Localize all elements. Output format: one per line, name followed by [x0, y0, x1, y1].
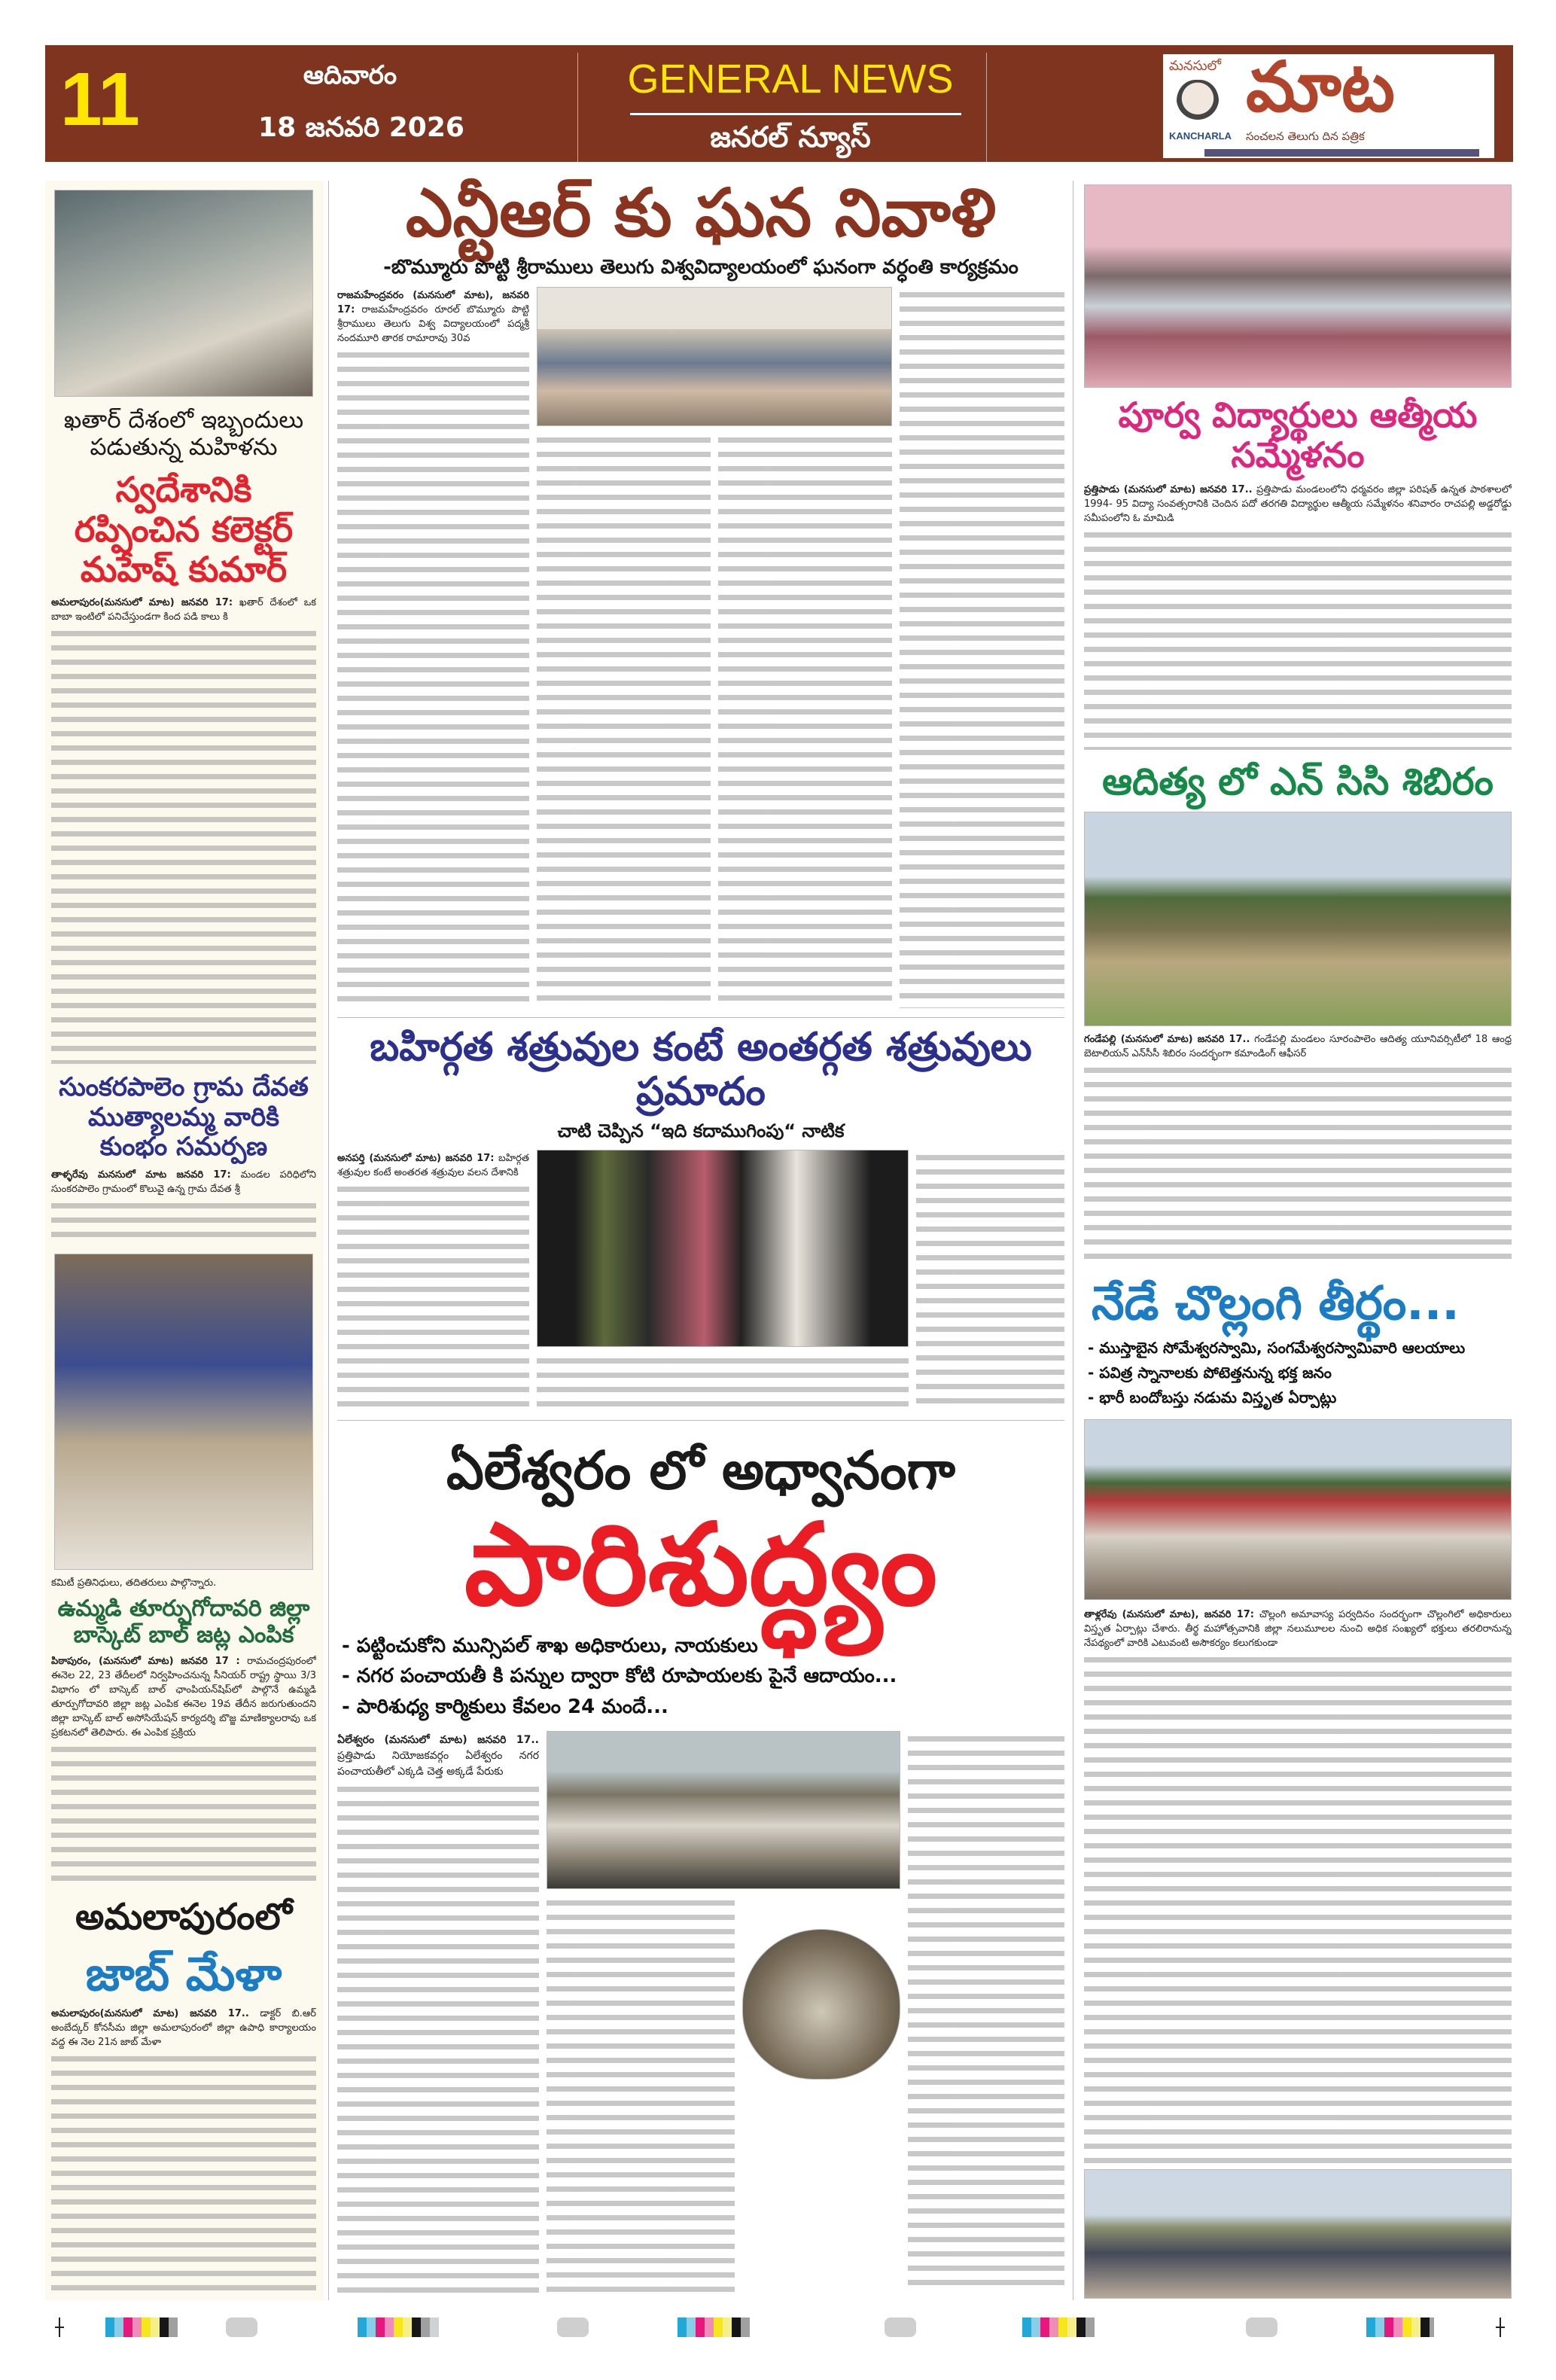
photo-garbage-street [547, 1731, 900, 1889]
sanitation-text-column [337, 1731, 539, 2298]
article-body-text [337, 1183, 529, 1411]
bullet-item: - పారిశుధ్య కార్మికులు కేవలం 24 మందే... [342, 1695, 668, 1718]
registration-mark-icon [59, 2318, 60, 2337]
logo-small-text: మనసులో [1169, 58, 1222, 74]
registration-mark-icon [1500, 2318, 1501, 2337]
ntr-text-column [337, 287, 529, 1013]
drama-photo-column [537, 1150, 909, 1416]
cholangi-lead [1084, 1607, 1512, 1650]
alumni-lead [1084, 483, 1512, 526]
article-body-text [51, 2052, 316, 2292]
qatar-kicker: ఖతార్ దేశంలో ఇబ్బందులు పడుతున్న మహిళను [63, 407, 304, 461]
photo-alumni-meet [1084, 184, 1512, 388]
masthead-divider [986, 53, 987, 162]
article-body-text [1084, 529, 1512, 751]
color-swatches [1022, 2318, 1095, 2337]
cholangi-bullets [1084, 1339, 1512, 1413]
color-swatches [678, 2318, 750, 2337]
right-column [1084, 184, 1512, 2299]
lead-text: రామచంద్రపురంలో ఈనెల 22, 23 తేదీలలో నిర్వహించనున్న సీనియర్ రాష్ట్ర స్థాయి 3/3 విభాగం లో బాస్కెట్ బాల్ ఛాంపియన్‌షిప్‌లో పాల్గొనే ఉమ్మడి తూర్పుగోదావరి జిల్లా జట్ల ఎంపిక ఈనెల 19వ తేదీన జరుగుతుందని జిల్లా బాస్కెట్ బాల్ అసోసియేషన్ కార్యదర్శి బొజ్జ మాణిక్యాలరావు ఒక ప్రకటనలో తెలిపారు. ఈ ఎంపిక ప్రక్రియ [51, 1656, 316, 1739]
logo-portrait-icon [1177, 80, 1219, 126]
masthead-divider [577, 53, 578, 162]
sanitation-article [337, 1731, 1064, 2298]
logo-bar [1204, 149, 1479, 157]
lead-text: ఖతార్ దేశంలో ఒక బాబా ఇంటిలో పనిచేస్తుండగా కింద పడి కాలు కి [51, 596, 316, 623]
kumbham-lead [51, 1168, 316, 1196]
lead-text: మండల పరిధిలోని సుంకరపాలెం గ్రామంలో కొలువై ఉన్న గ్రామ దేవత శ్రీ [51, 1169, 316, 1195]
logo-tagline: సంచలన తెలుగు దిన పత్రిక [1246, 130, 1365, 143]
section-title-te: జనరల్ న్యూస్ [710, 120, 871, 154]
qatar-headline: స్వదేశానికి రప్పించిన కలెక్టర్ మహేష్ కుమార్ [74, 469, 294, 590]
logo-title: మాట [1246, 54, 1395, 127]
bullet-item: - భారీ బందోబస్తు నడుమ విస్తృత ఏర్పాట్లు [1088, 1388, 1337, 1407]
jobmela-lead [51, 2007, 316, 2049]
basketball-lead [51, 1654, 316, 1740]
grey-patch [226, 2318, 257, 2337]
ntr-lead [337, 288, 529, 346]
section-divider [337, 1420, 1064, 1421]
article-body-text [537, 1355, 909, 1411]
drama-text-column [337, 1150, 529, 1416]
bullet-item: - పట్టించుకోని మున్సిపల్ శాఖ అధికారులు, నాయకులు [342, 1634, 758, 1657]
dateline: ప్రత్తిపాడు (మనసులో మాట) జనవరి 17.. [1084, 483, 1253, 495]
basketball-headline: ఉమ్మడి తూర్పుగోదావరి జిల్లా బాస్కెట్ బాల్ జట్ల ఎంపిక [57, 1595, 310, 1648]
article-body-text [547, 1897, 735, 2293]
newspaper-logo [1163, 54, 1494, 158]
photo-ntr-tribute [537, 287, 892, 426]
cholangi-headline: నేడే చొల్లంగి తీర్థం... [1092, 1275, 1460, 1331]
lead-text: ప్రత్తిపాడు మండలంలోని ధర్మవరం జిల్లా పరిషత్ ఉన్నత పాఠశాలలో 1994- 95 విద్యా సంవత్సరానికి చెందిన పదో తరగతి విద్యార్థుల ఆత్మీయ సమ్మేళనం శనివారం రాచపల్లి అడ్డరోడ్డు సమీపంలోని ఓ మామిడి [1084, 483, 1512, 524]
date-label: 18 జనవరి 2026 [258, 112, 464, 143]
photo-ncc-camp [1084, 812, 1512, 1026]
bullet-item: - పవిత్ర స్నానాలకు పోటెత్తనున్న భక్త జనం [1088, 1364, 1332, 1382]
article-body-text [337, 349, 529, 1008]
day-label: ఆదివారం [303, 60, 397, 90]
article-body-text [337, 1783, 539, 2293]
sanitation-headline: పారిశుద్ధ్యం [464, 1500, 938, 1632]
lead-text: ప్రత్తిపాడు నియోజకవర్గం ఏలేశ్వరం నగర పంచాయతీలో ఎక్కడి చెత్త అక్కడే పేరుకు [337, 1750, 539, 1778]
dateline: అమలాపురం(మనసులో మాట) జనవరి 17: [51, 596, 233, 608]
ntr-photo-column [537, 287, 892, 1013]
sanitation-kicker: ఏలేశ్వరం లో అధ్వానంగా [446, 1439, 955, 1501]
print-color-bar [45, 2318, 1513, 2337]
lead-text: చొల్లంగి అమావాస్య పర్వదినం సందర్భంగా చొల్లంగిలో అధికారులు విస్తృత ఏర్పాట్లు చేశారు. తీర్థ మహోత్సవానికి జిల్లా నలుమూలల నుంచి అధిక సంఖ్యలో భక్తులు తరలిరానున్న నేపథ్యంలో వారికి ఎటువంటి అసౌకర్యం కలుగకుండా [1084, 1609, 1512, 1650]
ntr-article [337, 287, 1064, 1013]
dateline: ఏలేశ్వరం (మనసులో మాట) జనవరి 17.. [337, 1734, 539, 1747]
ntr-subhead: -బొమ్మూరు పొట్టి శ్రీరాములు తెలుగు విశ్వవిద్యాలయంలో ఘనంగా వర్ధంతి కార్యక్రమం [383, 256, 1019, 279]
grey-patch [557, 2318, 589, 2337]
photo-drama-stage [537, 1150, 909, 1347]
sanitation-photo-column [547, 1731, 900, 2298]
dateline: పిఠాపురం, (మనసులో మాట) జనవరి 17 : [51, 1656, 240, 1668]
photo-goddess-shrine [54, 1254, 313, 1570]
drama-subhead: చాటి చెప్పిన “ఇది కదాముగింపు“ నాటిక [557, 1120, 845, 1142]
color-swatches [1366, 2318, 1434, 2337]
lead-text: బహిర్గత శత్రువుల కంటే అంతరత శత్రువుల వలన దేశానికి [337, 1152, 529, 1178]
ntr-headline: ఎన్టీఆర్ కు ఘన నివాళి [405, 175, 997, 251]
article-body-text [51, 1743, 316, 1888]
jobmela-kicker: అమలాపురంలో [75, 1895, 293, 1938]
sanitation-bullets [337, 1634, 1064, 1726]
jobmela-headline: జాబ్ మేళా [85, 1946, 282, 2002]
dateline: గండేపల్లి (మనసులో మాట) జనవరి 17.. [1084, 1033, 1250, 1045]
article-body-text [916, 1151, 1064, 1411]
section-divider [337, 1017, 1064, 1018]
color-swatches [105, 2318, 178, 2337]
bullet-item: - ముస్తాబైన సోమేశ్వరస్వామి, సంగమేశ్వరస్వామివారి ఆలయాలు [1088, 1339, 1466, 1358]
dateline: అమలాపురం(మనసులో మాట) జనవరి 17.. [51, 2008, 249, 2020]
kumbham-headline: సుంకరపాలెం గ్రామ దేవత ముత్యాలమ్మ వారికి కుంభం సమర్పణ [59, 1072, 309, 1162]
dateline: రాజమహేంద్రవరం (మనసులో మాట), జనవరి 17: [337, 290, 529, 316]
lead-text: డాక్టర్ బి.ఆర్ అంబేద్కర్ కోనసీమ జిల్లా అమలాపురంలో జిల్లా ఉపాధి కార్యాలయం వద్ద ఈ నెల 21న జాబ్ మేళా [51, 2008, 316, 2049]
section-title-en: GENERAL NEWS [627, 56, 954, 102]
section-rule [630, 113, 961, 115]
article-body-text [1084, 1653, 1512, 2165]
article-body-text [537, 434, 711, 1008]
dateline: తాళ్లరేవు (మనసులో మాట), జనవరి 17: [1084, 1609, 1254, 1621]
photo-woman-returned [54, 190, 313, 397]
drama-headline: బహిర్గత శత్రువుల కంటే అంతర్గత శత్రువులు ప్రమాదం [370, 1024, 1032, 1115]
bullet-item: - నగర పంచాయతీ కి పన్నుల ద్వారా కోటి రూపాయలకు పైనే ఆదాయం... [342, 1665, 897, 1688]
alumni-headline: పూర్వ విద్యార్థులు ఆత్మీయ సమ్మేళనం [1118, 395, 1478, 475]
article-body-text [900, 288, 1064, 1008]
ncc-headline: ఆదిత్య లో ఎన్ సిసి శిబిరం [1102, 760, 1494, 804]
kumbham-tail: కమిటీ ప్రతినిధులు, తదితరులు పాల్గొన్నారు. [51, 1577, 217, 1589]
photo-devotees-crowd [1084, 2169, 1512, 2299]
lead-text: గండేపల్లి మండలం సూరంపాలెం ఆదిత్య యూనివర్సిటీలో 18 ఆంధ్ర బెటాలియన్ ఎన్‌సీసీ శిబిరం సందర్భంగా కమాండింగ్ ఆఫీసర్ [1084, 1033, 1512, 1059]
qatar-lead [51, 596, 316, 624]
center-column [337, 175, 1064, 2298]
lead-text: రాజమహేంద్రవరం రూరల్ బొమ్మూరు పొట్టి శ్రీరాములు తెలుగు విశ్వ విద్యాలయంలో పద్మశ్రీ నందమూరి తారక రామారావు 30వ [337, 304, 529, 345]
photo-cholangi-arrangements [1084, 1419, 1512, 1600]
grey-patch [1246, 2318, 1277, 2337]
article-body-text [1084, 1064, 1512, 1266]
drama-lead [337, 1151, 529, 1180]
color-swatches [358, 2318, 439, 2337]
grey-patch [885, 2318, 916, 2337]
photo-garbage-dump [742, 1929, 900, 2080]
article-body-text [908, 1732, 1064, 2293]
logo-brand: KANCHARLA [1169, 130, 1232, 142]
ntr-subcolumns [537, 432, 892, 1013]
dateline: తాళ్ళరేవు మనసులో మాట జనవరి 17: [51, 1169, 231, 1181]
article-body-text [51, 627, 316, 1065]
drama-article [337, 1150, 1064, 1416]
dateline: అనపర్తి (మనసులో మాట) జనవరి 17: [337, 1152, 495, 1164]
article-body-text [51, 1199, 316, 1246]
column-rule [328, 181, 329, 2300]
left-column [51, 190, 316, 2296]
page-number: 11 [60, 57, 140, 142]
sanitation-subcolumns [547, 1895, 900, 2298]
masthead [45, 45, 1513, 162]
article-body-text [718, 434, 892, 1008]
ncc-lead [1084, 1032, 1512, 1061]
sanitation-lead [337, 1732, 539, 1780]
